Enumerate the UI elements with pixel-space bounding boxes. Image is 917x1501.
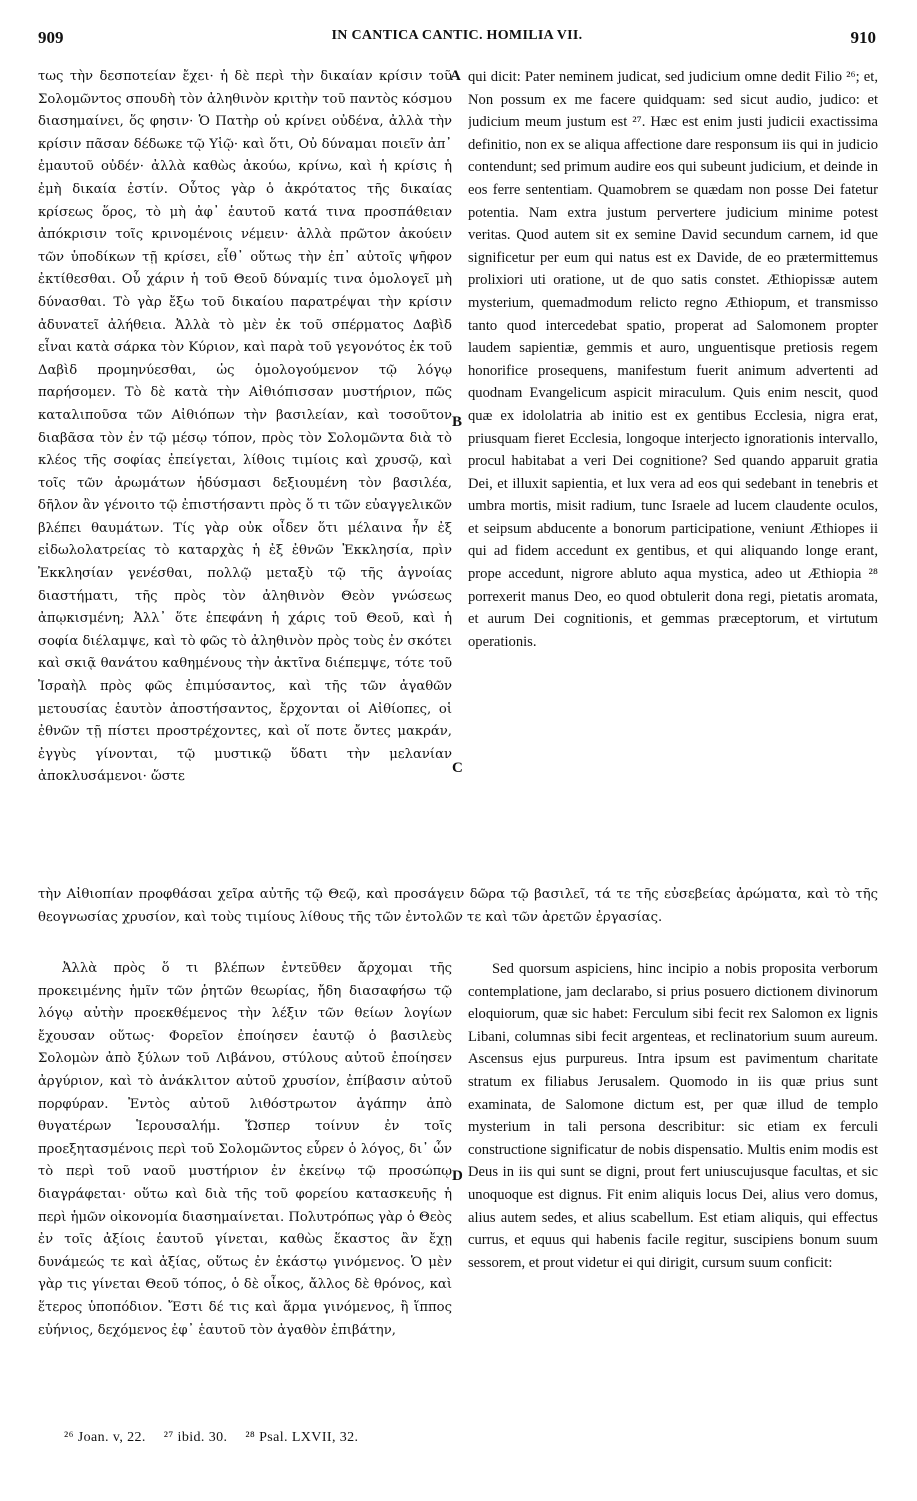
- running-title: IN CANTICA CANTIC. HOMILIA VII.: [331, 28, 583, 43]
- footnotes: [64, 1430, 864, 1446]
- latin-column-upper: [468, 66, 878, 884]
- margin-letter-a: A: [450, 68, 461, 84]
- footnote-26: ²⁶ Joan. v, 22.: [64, 1430, 146, 1445]
- margin-letter-b: B: [452, 414, 463, 430]
- greek-column-upper: [38, 66, 452, 884]
- greek-spanning-lines: [38, 884, 878, 952]
- latin-paragraph-1: qui dicit: Pater neminem judicat, sed judicium omne dedit Filio ²⁶; et, Non possum ex me facere quidquam: sed sicut audio, judico: et judicium meum justum est ²⁷. Hæc est enim justi judicii exactissima definitio, non ex se aliqua affectione dare responsum iis qui in judicio contendunt; sed primum audire eos qui subeunt judicium, et deinde in eos ferre sententiam. Quamobrem se quædam non posse Dei fatetur potentia. Nam extra justum pervertere judicium minime potest veritas. Quod autem sit ex semine David secundum carnem, id que significetur per eum qui natus est ex Davide, de eo prætermittemus prolixiori uti oratione, ut de quo satis constet. Æthiopissæ autem mysterium, quemadmodum relicto regno Æthiopum, et transmisso tanto quod intercedebat spatio, properat ad Salomonem propter laudem sapientiæ, gemmis et auro, unguentisque pretiosis regem honorifice prosequens, manifestum fuerit animum advertenti ad quodnam Evangelicum aspicit miraculum. Quis enim nescit, quod quæ ex idololatria ab initio est ex gentibus Ecclesia, nigra erat, priusquam fieret Ecclesia, longoque interjecto ignorationis intervallo, procul habitabat a veri Dei cognitione? Sed quando apparuit gratia Dei, et illuxit sapientia, et lux vera ad eos qui sedebant in tenebris et umbra mortis, misit radium, tunc Israele ad lucem claudente oculos, et seipsum abducente a bonorum participatione, veniunt Æthiopes ii qui ad fidem accedunt ex gentibus, et qui aliquando longe erant, prope accedunt, nigrore abluto aqua mystica, adeo ut Æthiopia ²⁸ porrexerit manus Deo, eo quod obtulerit dona regi, pietatis aromata, et aurum Dei cognitionis, et gemmas præceptorum, et virtutum operationis.: [468, 69, 878, 650]
- greek-paragraph-2: Ἀλλὰ πρὸς ὅ τι βλέπων ἐντεῦθεν ἄρχομαι τῆς προκειμένης ἡμῖν τῶν ῥητῶν θεωρίας, ἤδη διασαφήσω τῷ λόγῳ αὐτὴν προεκθέμενος τὴν λέξιν τῶν θείων λογίων ἔχουσαν οὕτως· Φορεῖον ἐποίησεν ἑαυτῷ ὁ βασιλεὺς Σολομὼν ἀπὸ ξύλων τοῦ Λιβάνου, στύλους αὐτοῦ ἐποίησεν ἀργύριον, καὶ τὸ ἀνάκλιτον αὐτοῦ χρυσίον, ἐπίβασιν αὐτοῦ πορφύραν. Ἐντὸς αὐτοῦ λιθόστρωτον ἀγάπην ἀπὸ θυγατέρων Ἱερουσαλήμ. Ὥσπερ τοίνυν ἐν τοῖς προεξητασμένοις περὶ τοῦ Σολομῶντος εὗρεν ὁ λόγος, δι᾿ ὧν τὸ περὶ τοῦ ναοῦ μυστήριον ἐν ἐκείνῳ τῷ προσώπῳ διαγράφεται· οὕτω καὶ διὰ τῆς τοῦ φορείου κατασκευῆς ἡ περὶ ἡμῶν οἰκονομία διασημαίνεται. Πολυτρόπως γὰρ ὁ Θεὸς ἐν τοῖς ἀξίοις ἑαυτοῦ γίνεται, καθὼς ἕκαστος ἂν ἔχῃ δυνάμεώς τε καὶ ἀξίας, οὕτως ἐν ἑκάστῳ γινόμενος. Ὁ μὲν γὰρ τις γίνεται Θεοῦ τόπος, ὁ δὲ οἶκος, ἄλλος δὲ θρόνος, καὶ ἕτερος ὑποπόδιον. Ἔστι δέ τις καὶ ἅρμα γινόμενος, ἢ ἵππος εὐήνιος, δεχόμενος ἐφ᾿ ἑαυτοῦ τὸν ἀγαθὸν ἐπιβάτην,: [38, 961, 452, 1338]
- latin-paragraph-2: Sed quorsum aspiciens, hinc incipio a nobis proposita verborum contemplatione, jam declarabo, si prius posuero dictionem divinorum eloquiorum, quæ sic habet: Ferculum sibi fecit rex Salomon ex lignis Libani, columnas sibi fecit argenteas, et reclinatorium suum aureum. Ascensus ejus purpureus. Intra ipsum est pavimentum charitate stratum ex filiabus Jerusalem. Quomodo in iis quæ prius sunt examinata, de Salomone dictum est, per quæ illud de templo mysterium in tali persona describitur: sic etiam ex ferculi constructione significatur de nobis dispensatio. Multis enim modis est Deus in iis qui sunt se digni, prout fert uniuscujusque facultas, et sic unoquoque est dignus. Fit enim aliquis locus Dei, alius vero domus, alius autem sedes, et alius scabellum. Est etiam aliquis, qui effectus currus, et equus qui habenis facile regitur, suscipiens bonum suum sessorem, et prout videtur ei qui dirigit, cursum suum conficit:: [468, 961, 878, 1271]
- margin-letter-c: C: [452, 760, 463, 776]
- margin-letter-d: D: [452, 1168, 463, 1184]
- greek-paragraph-1: τως τὴν δεσποτείαν ἔχει· ἡ δὲ περὶ τὴν δικαίαν κρίσιν τοῦ Σολομῶντος σπουδὴ τὸν ἀληθινὸν κριτὴν τοῦ παντὸς κόσμου διασημαίνει, ὅς φησιν· Ὁ Πατὴρ οὐ κρίνει οὐδένα, ἀλλὰ τὴν κρίσιν πᾶσαν δέδωκε τῷ Υἱῷ· καὶ ὅτι, Οὐ δύναμαι ποιεῖν ἀπ᾿ ἐμαυτοῦ οὐδέν· ἀλλὰ καθὼς ἀκούω, κρίνω, καὶ ἡ κρίσις ἡ ἐμὴ δικαία ἐστίν. Οὗτος γὰρ ὁ ἀκρότατος τῆς δικαίας κρίσεως ὅρος, τὸ μὴ ἀφ᾿ ἑαυτοῦ κατά τινα προσπάθειαν ἀπόκρισιν τοῖς κρινομένοις νέμειν· ἀλλὰ πρῶτον ἀκούειν τῶν ὑποδίκων τῇ κρίσει, εἶθ᾿ οὕτως τὴν ἐπ᾿ αὐτοῖς ψῆφον ἐκτίθεσθαι. Οὗ χάριν ἡ τοῦ Θεοῦ δύναμίς τινα ὁμολογεῖ μὴ δύνασθαι. Τὸ γὰρ ἔξω τοῦ δικαίου παρατρέψαι τὴν κρίσιν ἀδυνατεῖ ἀλήθεια. Ἀλλὰ τὸ μὲν ἐκ τοῦ σπέρματος Δαβὶδ εἶναι κατὰ σάρκα τὸν Κύριον, καὶ παρὰ τοῦ γεγονότος ἐκ τοῦ Δαβὶδ προμηνύεσθαι, ὡς ὁμολογούμενον τῷ λόγῳ παρήσομεν. Τὸ δὲ κατὰ τὴν Αἰθιόπισσαν μυστήριον, πῶς καταλιποῦσα τῶν Αἰθιόπων τὴν βασιλείαν, καὶ τοσοῦτον διαβᾶσα τὸν ἐν τῷ μέσῳ τόπον, πρὸς τὸν Σολομῶντα διὰ τὸ κλέος τῆς σοφίας ἐπείγεται, λίθοις τιμίοις καὶ χρυσῷ, καὶ τοῖς τῶν ἀρωμάτων ἡδύσμασι δεξιουμένη τὸν βασιλέα, δῆλον ἂν γένοιτο τῷ ἐπιστήσαντι πρὸς ὅ τι τῶν εὐαγγελικῶν βλέπει θαυμάτων. Τίς γὰρ οὐκ οἶδεν ὅτι μέλαινα ἦν ἐξ εἰδωλολατρείας τὸ καταρχὰς ἡ ἐξ ἐθνῶν Ἐκκλησία, πρὶν Ἐκκλησίαν γενέσθαι, πολλῷ μεταξὺ τῷ τῆς ἀγνοίας διαστήματι, τῆς πρὸς τὸν ἀληθινὸν Θεὸν γνώσεως ἀπῳκισμένη; Ἀλλ᾿ ὅτε ἐπεφάνη ἡ χάρις τοῦ Θεοῦ, καὶ ἡ σοφία διέλαμψε, καὶ τὸ φῶς τὸ ἀληθινὸν πρὸς τοὺς ἐν σκότει καὶ σκιᾷ θανάτου καθημένους τὴν ἀκτῖνα διέπεμψε, τότε τοῦ Ἰσραὴλ πρὸς φῶς ἐπιμύσαντος, καὶ τῆς τῶν ἀγαθῶν μετουσίας ἑαυτὸν ἀποστήσαντος, ἔρχονται οἱ Αἰθίοπες, οἱ ἐθνῶν τῇ πίστει προστρέχοντες, καὶ οἵ ποτε ὄντες μακράν, ἐγγὺς γίνονται, τῷ μυστικῷ ὕδατι τὴν μελανίαν ἀποκλυσάμενοι· ὥστε: [38, 69, 452, 785]
- page-number-left: 909: [38, 28, 64, 47]
- footnote-28: ²⁸ Psal. LXVII, 32.: [245, 1430, 359, 1445]
- latin-column-lower: [468, 958, 878, 1408]
- greek-column-lower: [38, 958, 452, 1408]
- footnote-27: ²⁷ ibid. 30.: [163, 1430, 228, 1445]
- page-number-right: 910: [850, 28, 876, 47]
- greek-spanning-text: τὴν Αἰθιοπίαν προφθάσαι χεῖρα αὐτῆς τῷ Θεῷ, καὶ προσάγειν δῶρα τῷ βασιλεῖ, τά τε τῆς εὐσεβείας ἀρώματα, καὶ τὸ τῆς θεογνωσίας χρυσίον, καὶ τοὺς τιμίους λίθους τῆς τῶν ἐντολῶν τε καὶ τῶν ἀρετῶν ἐργασίας.: [38, 887, 878, 925]
- page-header: [38, 28, 876, 54]
